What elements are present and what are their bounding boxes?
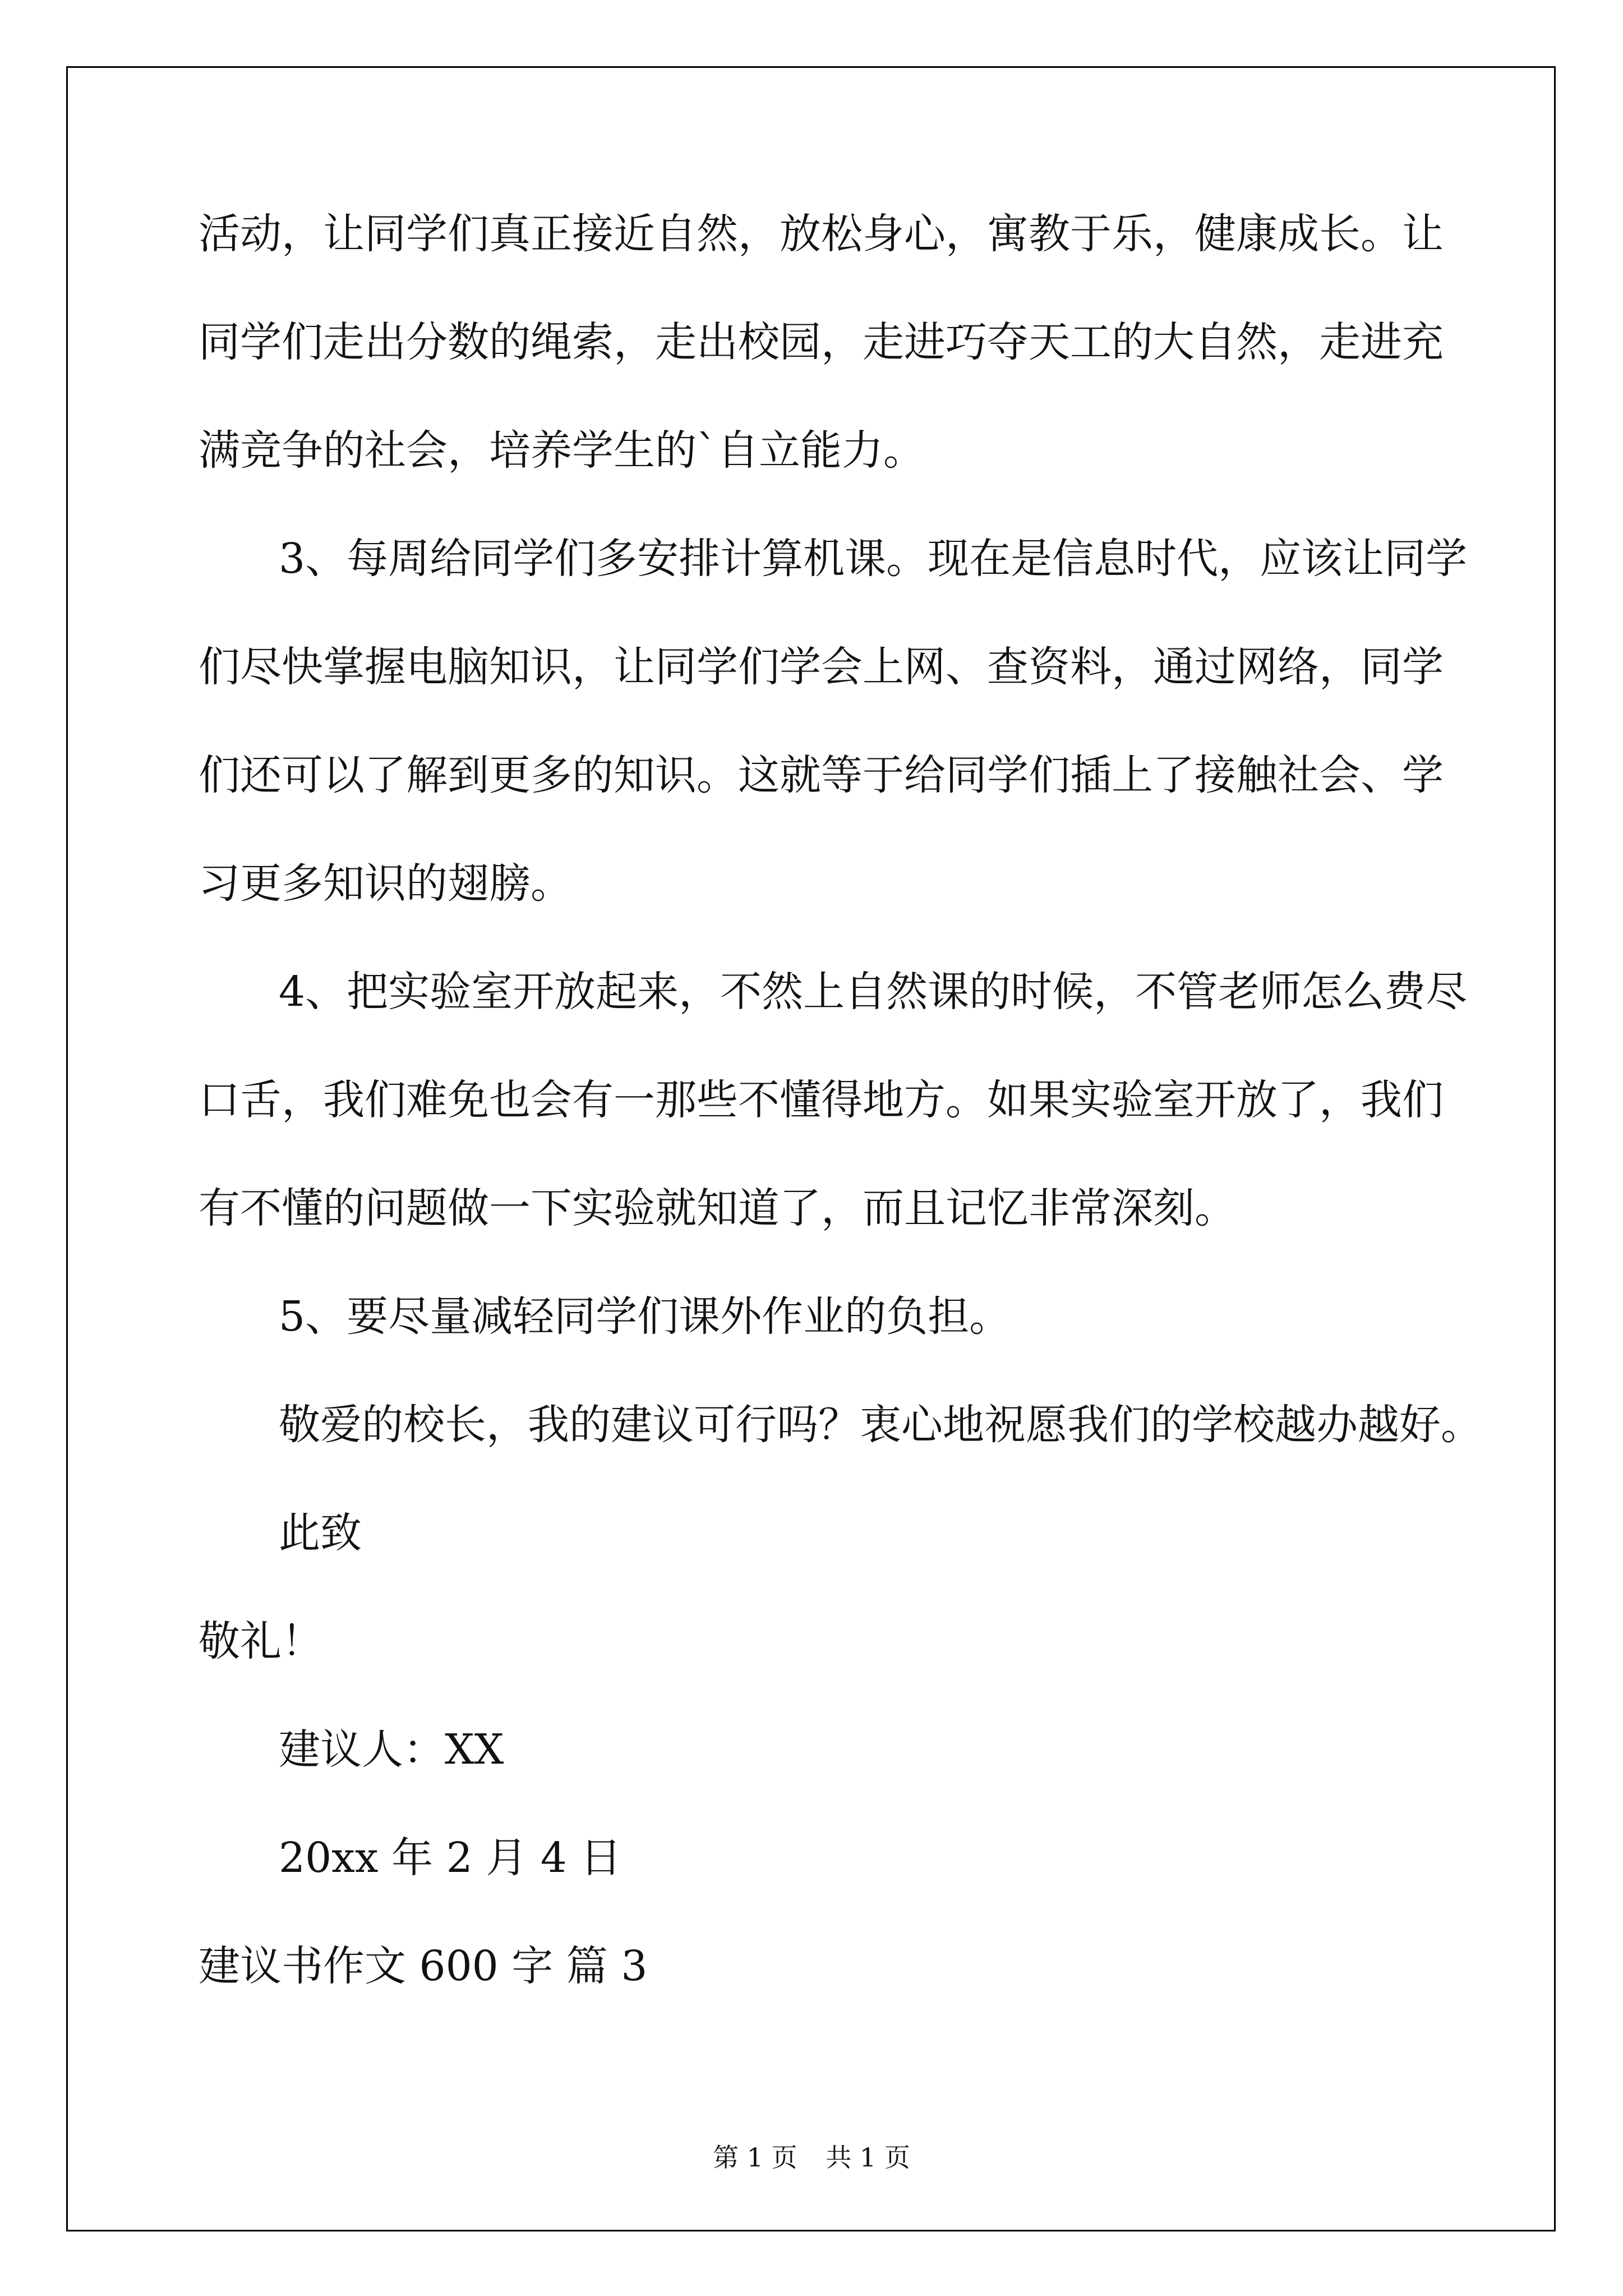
paragraph-line: 有不懂的问题做一下实验就知道了，而且记忆非常深刻。 <box>199 1184 1236 1232</box>
page-border <box>66 66 1556 2231</box>
paragraph-line: 们尽快掌握电脑知识，让同学们学会上网、查资料，通过网络，同学 <box>199 643 1444 691</box>
paragraph-line: 们还可以了解到更多的知识。这就等于给同学们插上了接触社会、学 <box>199 751 1444 799</box>
page-footer <box>0 2137 1623 2174</box>
page-number: 第 1 页 <box>713 2142 797 2173</box>
signature-line: 建议人：XX <box>279 1726 504 1774</box>
salutation-line: 敬礼！ <box>199 1617 323 1665</box>
paragraph-line: 满竞争的社会，培养学生的`自立能力。 <box>199 426 925 475</box>
paragraph-line: 同学们走出分数的绳索，走出校园，走进巧夺天工的大自然，走进充 <box>199 318 1444 366</box>
paragraph-line: 活动，让同学们真正接近自然，放松身心，寓教于乐，健康成长。让 <box>199 210 1444 258</box>
date-line: 20xx 年 2 月 4 日 <box>279 1834 622 1882</box>
page-total: 共 1 页 <box>826 2142 910 2173</box>
section-heading: 建议书作文 600 字 篇 3 <box>199 1942 648 1990</box>
paragraph-line: 3、每周给同学们多安排计算机课。现在是信息时代，应该让同学 <box>279 535 1468 583</box>
paragraph-line: 敬爱的校长，我的建议可行吗？衷心地祝愿我们的学校越办越好。 <box>279 1401 1482 1449</box>
closing-line: 此致 <box>279 1509 362 1557</box>
paragraph-line: 习更多知识的翅膀。 <box>199 859 572 908</box>
paragraph-line: 4、把实验室开放起来，不然上自然课的时候，不管老师怎么费尽 <box>279 968 1468 1016</box>
paragraph-line: 5、要尽量减轻同学们课外作业的负担。 <box>279 1292 1011 1341</box>
paragraph-line: 口舌，我们难免也会有一那些不懂得地方。如果实验室开放了，我们 <box>199 1076 1444 1124</box>
